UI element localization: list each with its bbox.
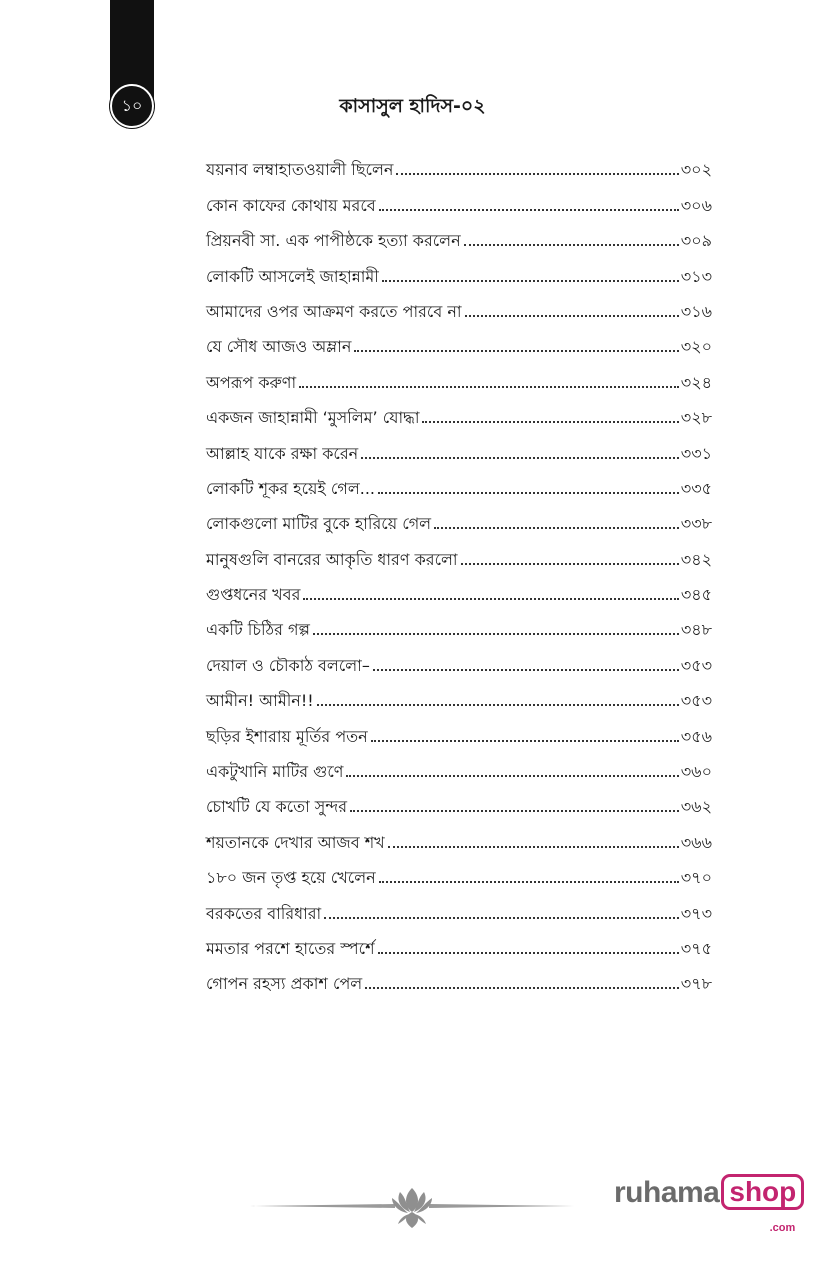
toc-entry-title: লোকটি শূকর হয়েই গেল... bbox=[206, 478, 376, 498]
toc-entry-title: যয়নাব লম্বাহাতওয়ালী ছিলেন bbox=[206, 160, 394, 180]
toc-entry bbox=[206, 358, 712, 393]
toc-entry-page: ৩৫৬ bbox=[680, 726, 712, 746]
toc-dot-leader bbox=[313, 633, 679, 635]
toc-dot-leader bbox=[378, 952, 679, 954]
toc-entry-page: ৩৭০ bbox=[680, 868, 712, 888]
toc-dot-leader bbox=[299, 386, 679, 388]
toc-entry-page: ৩১৬ bbox=[680, 301, 712, 321]
toc-entry-title: কোন কাফের কোথায় মরবে bbox=[206, 195, 376, 215]
toc-dot-leader bbox=[388, 846, 679, 848]
toc-entry bbox=[206, 748, 712, 783]
toc-entry-page: ৩০২ bbox=[680, 160, 712, 180]
toc-entry-page: ৩৫৩ bbox=[680, 655, 712, 675]
toc-dot-leader bbox=[373, 669, 679, 671]
toc-entry-page: ৩৭৮ bbox=[680, 974, 712, 994]
toc-entry-page: ৩০৬ bbox=[680, 195, 712, 215]
toc-entry-title: শয়তানকে দেখার আজব শখ bbox=[206, 832, 385, 852]
toc-dot-leader bbox=[361, 457, 679, 459]
toc-entry-title: অপরূপ করুণা bbox=[206, 372, 297, 392]
toc-entry-title: প্রিয়নবী সা. এক পাপীষ্ঠকে হত্যা করলেন bbox=[206, 231, 461, 251]
toc-entry-title: একজন জাহান্নামী ‘মুসলিম’ যোদ্ধা bbox=[206, 408, 420, 428]
toc-entry bbox=[206, 783, 712, 818]
toc-entry-title: চোখটি যে কতো সুন্দর bbox=[206, 797, 348, 817]
toc-entry bbox=[206, 960, 712, 995]
toc-dot-leader bbox=[365, 987, 679, 989]
toc-dot-leader bbox=[461, 563, 679, 565]
toc-entry bbox=[206, 252, 712, 287]
toc-entry-title: ছড়ির ইশারায় মূর্তির পতন bbox=[206, 726, 368, 746]
toc-entry-page: ৩১৩ bbox=[680, 266, 712, 286]
toc-entry bbox=[206, 146, 712, 181]
toc-entry-title: ১৮০ জন তৃপ্ত হয়ে খেলেন bbox=[206, 868, 376, 888]
toc-dot-leader bbox=[434, 527, 679, 529]
toc-dot-leader bbox=[354, 350, 678, 352]
toc-entry bbox=[206, 606, 712, 641]
toc-entry-page: ৩৪৫ bbox=[680, 585, 712, 605]
toc-entry bbox=[206, 394, 712, 429]
running-title: কাসাসুল হাদিস-০২ bbox=[339, 95, 486, 117]
page-number: ১০ bbox=[121, 95, 143, 115]
toc-entry-page: ৩৩৮ bbox=[680, 514, 712, 534]
toc-entry bbox=[206, 712, 712, 747]
toc-dot-leader bbox=[317, 704, 679, 706]
toc-dot-leader bbox=[382, 280, 679, 282]
toc-entry-title: গুপ্তধনের খবর bbox=[206, 585, 301, 605]
toc-entry bbox=[206, 429, 712, 464]
logo-text-ruhama: ruhama bbox=[614, 1176, 720, 1209]
toc-entry bbox=[206, 465, 712, 500]
toc-entry bbox=[206, 500, 712, 535]
toc-entry-page: ৩৬০ bbox=[680, 762, 712, 782]
toc-entry bbox=[206, 641, 712, 676]
toc-entry-title: একটি চিঠির গল্প bbox=[206, 620, 310, 640]
toc-entry bbox=[206, 854, 712, 889]
toc-entry bbox=[206, 217, 712, 252]
toc-entry bbox=[206, 818, 712, 853]
toc-dot-leader bbox=[303, 598, 678, 600]
toc-entry-page: ৩২৪ bbox=[680, 372, 712, 392]
toc-entry-page: ৩২৮ bbox=[680, 408, 712, 428]
toc-entry-title: আমীন! আমীন!! bbox=[206, 691, 314, 711]
toc-entry bbox=[206, 571, 712, 606]
toc-entry-title: আল্লাহ যাকে রক্ষা করেন bbox=[206, 443, 359, 463]
toc-entry-page: ৩৩৫ bbox=[680, 478, 712, 498]
toc-entry-page: ৩৪৮ bbox=[680, 620, 712, 640]
toc-dot-leader bbox=[346, 775, 678, 777]
toc-dot-leader bbox=[324, 917, 679, 919]
toc-dot-leader bbox=[465, 315, 679, 317]
toc-entry bbox=[206, 323, 712, 358]
toc-entry bbox=[206, 677, 712, 712]
toc-entry-page: ৩৩১ bbox=[680, 443, 712, 463]
toc-dot-leader bbox=[379, 209, 679, 211]
toc-entry bbox=[206, 889, 712, 924]
table-of-contents bbox=[206, 146, 712, 995]
toc-dot-leader bbox=[396, 173, 678, 175]
toc-dot-leader bbox=[464, 244, 679, 246]
toc-entry-title: যে সৌধ আজও অম্লান bbox=[206, 337, 352, 357]
toc-entry-page: ৩৭৩ bbox=[680, 903, 712, 923]
toc-dot-leader bbox=[422, 421, 678, 423]
toc-entry-page: ৩৬৬ bbox=[680, 832, 712, 852]
toc-entry-title: লোকটি আসলেই জাহান্নামী bbox=[206, 266, 379, 286]
toc-entry-title: একটুখানি মাটির গুণে bbox=[206, 762, 344, 782]
ruhamashop-logo bbox=[614, 1174, 804, 1234]
logo-shop-label: shop bbox=[729, 1176, 797, 1207]
toc-entry-title: আমাদের ওপর আক্রমণ করতে পারবে না bbox=[206, 301, 462, 321]
toc-entry bbox=[206, 535, 712, 570]
toc-entry-page: ৩৬২ bbox=[680, 797, 712, 817]
lotus-divider-icon bbox=[250, 1184, 574, 1228]
toc-entry-title: দেয়াল ও চৌকাঠ বললো– bbox=[206, 655, 370, 675]
toc-entry-page: ৩৫৩ bbox=[680, 691, 712, 711]
toc-dot-leader bbox=[371, 740, 679, 742]
toc-entry-title: লোকগুলো মাটির বুকে হারিয়ে গেল bbox=[206, 514, 432, 534]
toc-entry bbox=[206, 925, 712, 960]
toc-dot-leader bbox=[378, 492, 679, 494]
toc-entry-page: ৩২০ bbox=[680, 337, 712, 357]
logo-text-shop bbox=[721, 1174, 804, 1234]
toc-entry-page: ৩৭৫ bbox=[680, 938, 712, 958]
toc-entry-page: ৩৪২ bbox=[680, 549, 712, 569]
toc-entry-title: মানুষগুলি বানরের আকৃতি ধারণ করলো bbox=[206, 549, 458, 569]
toc-entry-page: ৩০৯ bbox=[680, 231, 712, 251]
toc-dot-leader bbox=[379, 881, 679, 883]
toc-entry bbox=[206, 288, 712, 323]
toc-entry-title: বরকতের বারিধারা bbox=[206, 903, 322, 923]
logo-domain-suffix: .com bbox=[769, 1222, 796, 1234]
toc-entry-title: মমতার পরশে হাতের স্পর্শে bbox=[206, 938, 375, 958]
toc-entry bbox=[206, 181, 712, 216]
toc-entry-title: গোপন রহস্য প্রকাশ পেল bbox=[206, 974, 363, 994]
toc-dot-leader bbox=[350, 810, 679, 812]
